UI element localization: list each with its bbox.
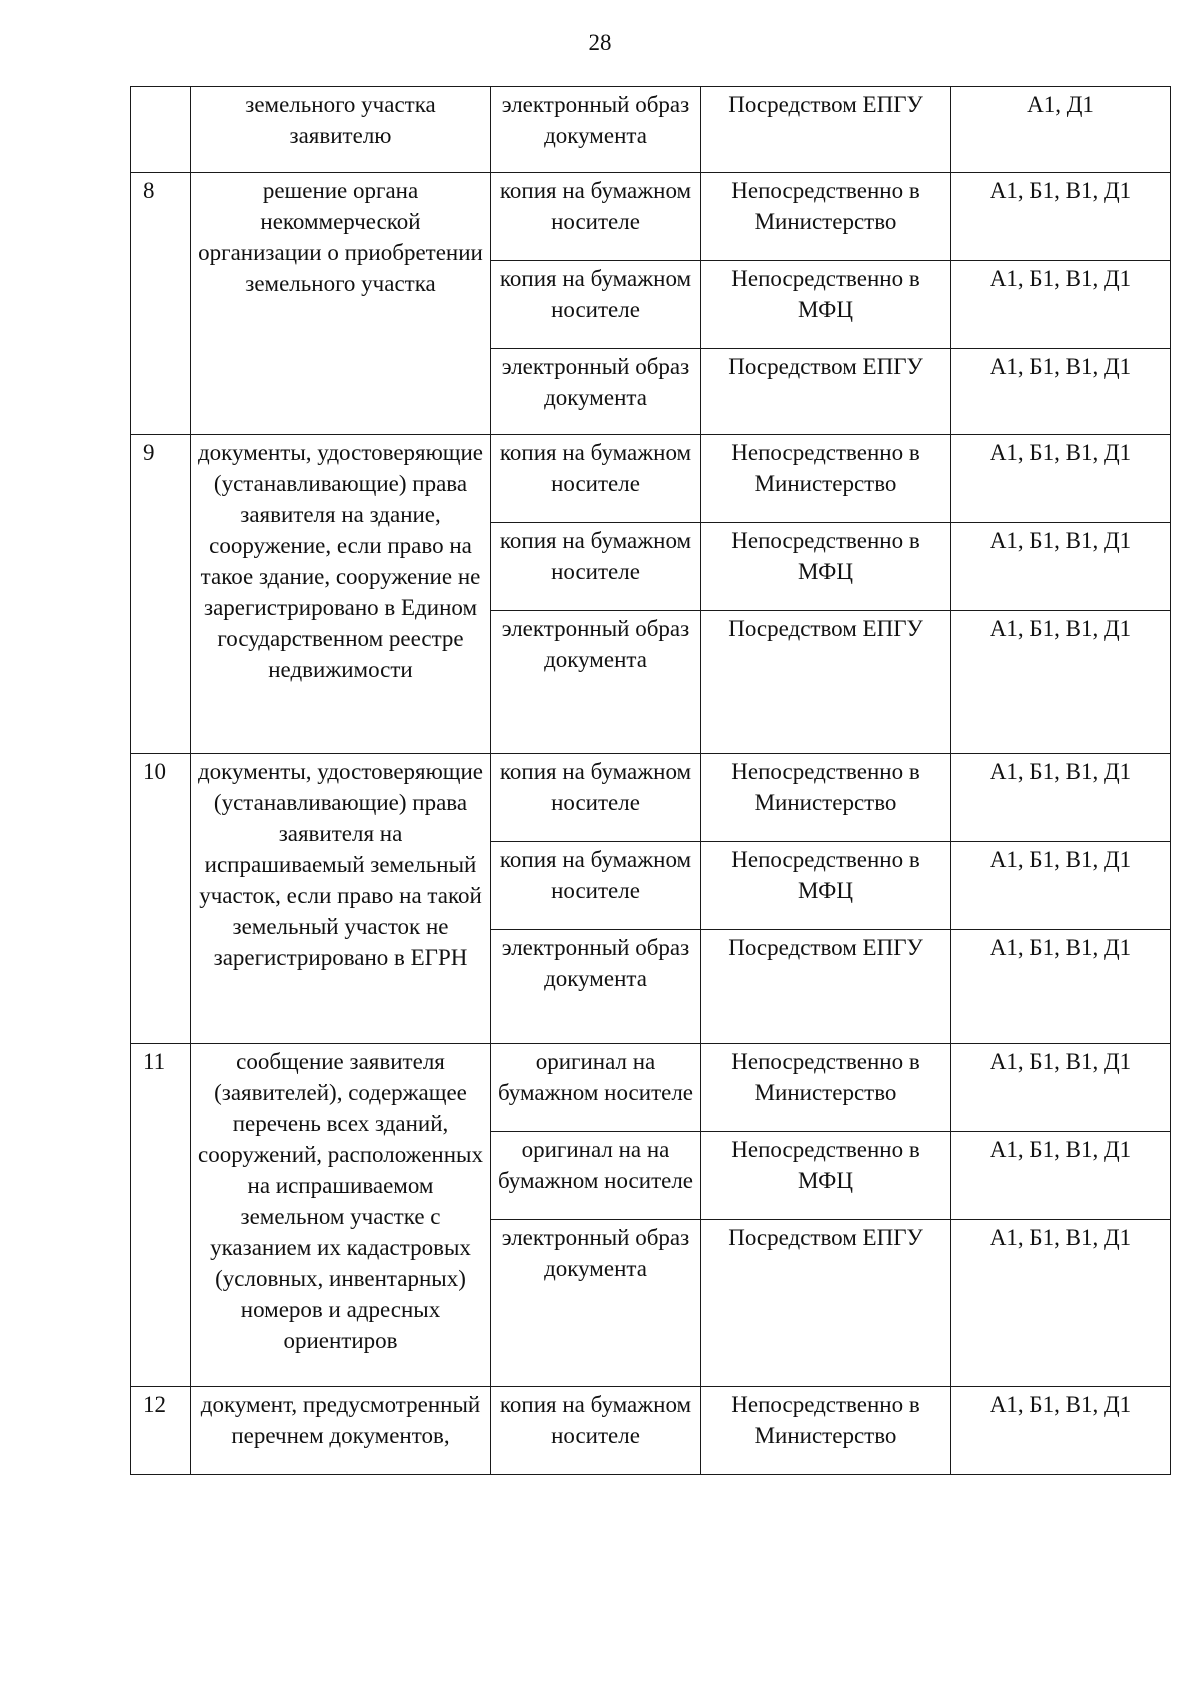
- result-codes: А1, Б1, В1, Д1: [951, 1220, 1171, 1387]
- document-form: копия на бумажном носителе: [491, 261, 701, 349]
- submission-method: Посредством ЕПГУ: [701, 87, 951, 173]
- row-number: 8: [131, 173, 191, 435]
- document-form: электронный образ документа: [491, 930, 701, 1044]
- document-form: копия на бумажном носителе: [491, 754, 701, 842]
- submission-method: Непосредственно в Министерство: [701, 1387, 951, 1475]
- result-codes: А1, Б1, В1, Д1: [951, 754, 1171, 842]
- row-number: 10: [131, 754, 191, 1044]
- submission-method: Непосредственно в МФЦ: [701, 523, 951, 611]
- table-row: [131, 1387, 1171, 1475]
- document-form: копия на бумажном носителе: [491, 842, 701, 930]
- submission-method: Посредством ЕПГУ: [701, 930, 951, 1044]
- document-form: электронный образ документа: [491, 611, 701, 754]
- document-name: документ, предусмотренный перечнем документов,: [191, 1387, 491, 1475]
- page-number: 28: [588, 30, 612, 55]
- result-codes: А1, Б1, В1, Д1: [951, 1044, 1171, 1132]
- result-codes: А1, Б1, В1, Д1: [951, 523, 1171, 611]
- result-codes: А1, Б1, В1, Д1: [951, 611, 1171, 754]
- document-name: сообщение заявителя (заявителей), содержащее перечень всех зданий, сооружений, расположенных на испрашиваемом земельном участке с указанием их кадастровых (условных, инвентарных) номеров и адресных ориентиров: [191, 1044, 491, 1387]
- document-form: оригинал на на бумажном носителе: [491, 1132, 701, 1220]
- submission-method: Непосредственно в МФЦ: [701, 261, 951, 349]
- result-codes: А1, Б1, В1, Д1: [951, 842, 1171, 930]
- row-number: [131, 87, 191, 173]
- result-codes: А1, Б1, В1, Д1: [951, 435, 1171, 523]
- document-form: оригинал на бумажном носителе: [491, 1044, 701, 1132]
- result-codes: А1, Б1, В1, Д1: [951, 349, 1171, 435]
- table-row: [131, 754, 1171, 842]
- document-form: электронный образ документа: [491, 1220, 701, 1387]
- submission-method: Непосредственно в Министерство: [701, 173, 951, 261]
- submission-method: Посредством ЕПГУ: [701, 1220, 951, 1387]
- submission-method: Посредством ЕПГУ: [701, 349, 951, 435]
- result-codes: А1, Б1, В1, Д1: [951, 930, 1171, 1044]
- result-codes: А1, Б1, В1, Д1: [951, 261, 1171, 349]
- document-name: земельного участка заявителю: [191, 87, 491, 173]
- document-form: электронный образ документа: [491, 349, 701, 435]
- document-form: копия на бумажном носителе: [491, 523, 701, 611]
- result-codes: А1, Б1, В1, Д1: [951, 173, 1171, 261]
- submission-method: Непосредственно в Министерство: [701, 1044, 951, 1132]
- row-number: 9: [131, 435, 191, 754]
- row-number: 12: [131, 1387, 191, 1475]
- document-form: копия на бумажном носителе: [491, 1387, 701, 1475]
- document-name: решение органа некоммерческой организации о приобретении земельного участка: [191, 173, 491, 435]
- submission-method: Непосредственно в МФЦ: [701, 1132, 951, 1220]
- table-row: [131, 87, 1171, 173]
- row-number: 11: [131, 1044, 191, 1387]
- submission-method: Посредством ЕПГУ: [701, 611, 951, 754]
- submission-method: Непосредственно в Министерство: [701, 754, 951, 842]
- table-row: [131, 1044, 1171, 1132]
- table-row: [131, 435, 1171, 523]
- result-codes: А1, Б1, В1, Д1: [951, 1132, 1171, 1220]
- table-row: [131, 173, 1171, 261]
- document-form: электронный образ документа: [491, 87, 701, 173]
- documents-table: [130, 86, 1171, 1475]
- result-codes: А1, Б1, В1, Д1: [951, 1387, 1171, 1475]
- document-form: копия на бумажном носителе: [491, 435, 701, 523]
- document-form: копия на бумажном носителе: [491, 173, 701, 261]
- document-name: документы, удостоверяющие (устанавливающие) права заявителя на испрашиваемый земельный участок, если право на такой земельный участок не зарегистрировано в ЕГРН: [191, 754, 491, 1044]
- submission-method: Непосредственно в Министерство: [701, 435, 951, 523]
- document-name: документы, удостоверяющие (устанавливающие) права заявителя на здание, сооружение, если право на такое здание, сооружение не зарегистрировано в Едином государственном реестре недвижимости: [191, 435, 491, 754]
- submission-method: Непосредственно в МФЦ: [701, 842, 951, 930]
- result-codes: А1, Д1: [951, 87, 1171, 173]
